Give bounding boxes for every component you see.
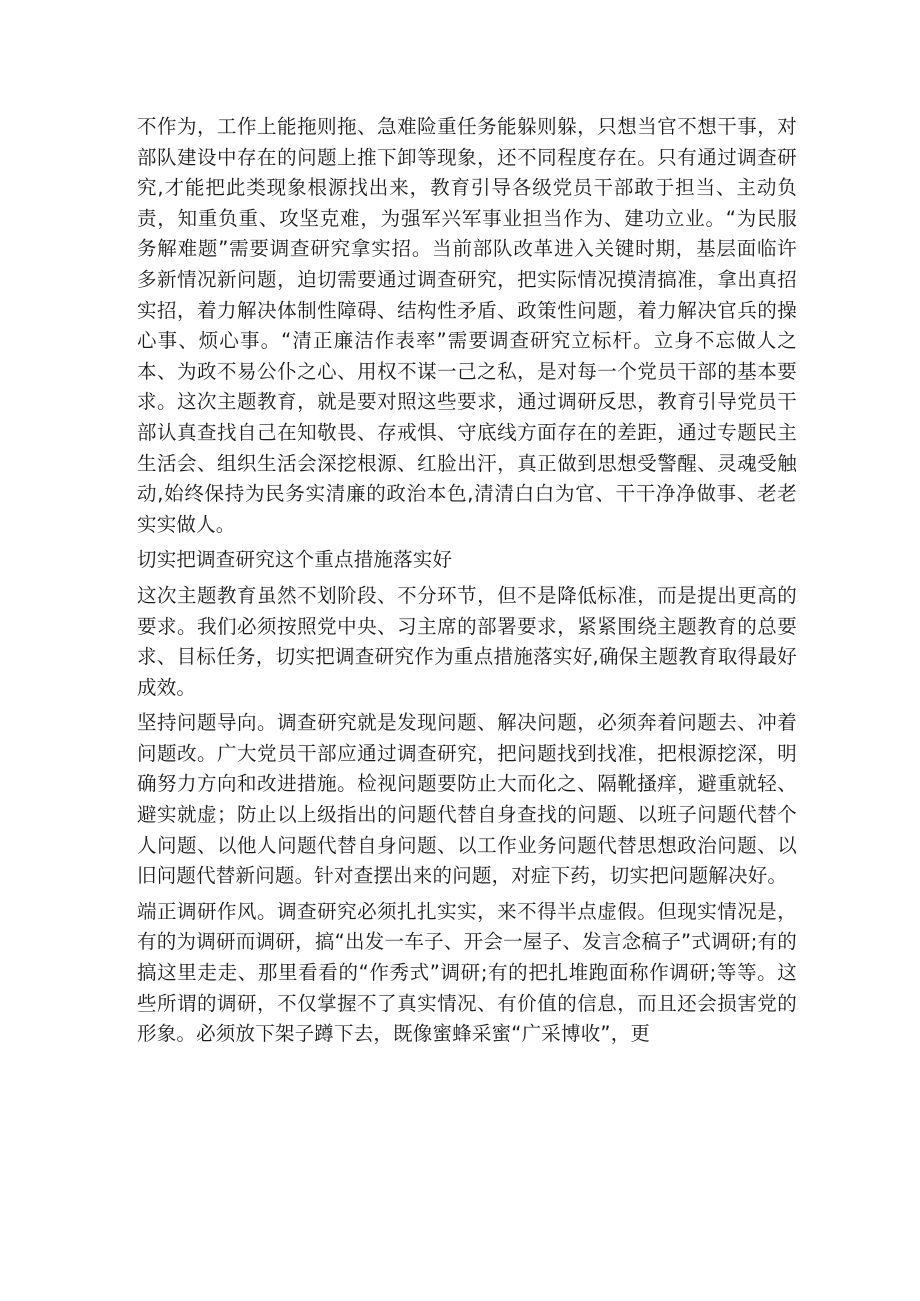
body-paragraph: 不作为，工作上能拖则拖、急难险重任务能躲则躲，只想当官不想干事，对部队建设中存在的问题上推下卸等现象，还不同程度存在。只有通过调查研究,才能把此类现象根源找出来，教育引导各级党员干部敢于担当、主动负责，知重负重、攻坚克难，为强军兴军事业担当作为、建功立业。“为民服务解难题”需要调查研究拿实招。当前部队改革进入关键时期，基层面临许多新情况新问题，迫切需要通过调查研究，把实际情况摸清搞准，拿出真招实招，着力解决体制性障碍、结构性矛盾、政策性问题，着力解决官兵的操心事、烦心事。“清正廉洁作表率”需要调查研究立标杆。立身不忘做人之本、为政不易公仆之心、用权不谋一己之私，是对每一个党员干部的基本要求。这次主题教育，就是要对照这些要求，通过调研反思，教育引导党员干部认真查找自己在知敬畏、存戒惧、守底线方面存在的差距，通过专题民主生活会、组织生活会深挖根源、红脸出汗，真正做到思想受警醒、灵魂受触动,始终保持为民务实清廉的政治本色,清清白白为官、干干净净做事、老老实实做人。 [137, 115, 797, 536]
body-paragraph: 坚持问题导向。调查研究就是发现问题、解决问题，必须奔着问题去、冲着问题改。广大党员干部应通过调查研究，把问题找到找准，把根源挖深，明确努力方向和改进措施。检视问题要防止大而化之、隔靴搔痒，避重就轻、避实就虚；防止以上级指出的问题代替自身查找的问题、以班子问题代替个人问题、以他人问题代替自身问题、以工作业务问题代替思想政治问题、以旧问题代替新问题。针对查摆出来的问题，对症下药，切实把问题解决好。 [137, 711, 797, 888]
section-heading: 切实把调查研究这个重点措施落实好 [137, 548, 453, 572]
document-page [137, 112, 797, 1050]
body-paragraph: 这次主题教育虽然不划阶段、不分环节，但不是降低标准，而是提出更高的要求。我们必须按照党中央、习主席的部署要求，紧紧围绕主题教育的总要求、目标任务，切实把调查研究作为重点措施落实好,确保主题教育取得最好成效。 [137, 583, 797, 699]
body-paragraph: 端正调研作风。调查研究必须扎扎实实，来不得半点虚假。但现实情况是，有的为调研而调研，搞“出发一车子、开会一屋子、发言念稿子”式调研;有的搞这里走走、那里看看的“作秀式”调研;有的把扎堆跑面称作调研;等等。这些所谓的调研，不仅掌握不了真实情况、有价值的信息，而且还会损害党的形象。必须放下架子蹲下去，既像蜜蜂采蜜“广采博收”，更 [137, 899, 797, 1046]
